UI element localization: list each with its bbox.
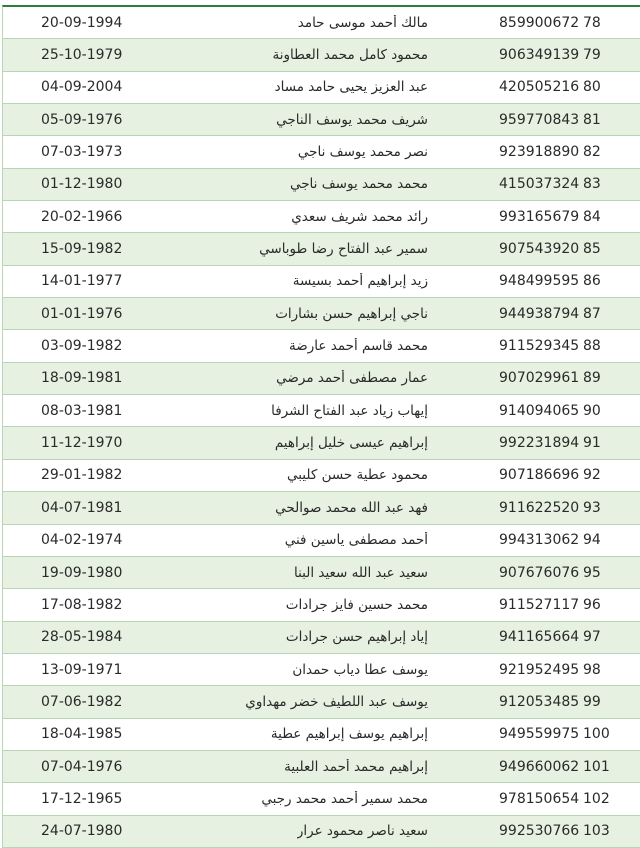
name-cell [178,759,428,775]
row-number-cell: 98 [583,661,601,678]
full-name-text: إياد إبراهيم حسن جرادات [285,629,428,646]
id-number-cell: 912053485 [499,693,580,710]
full-name-text: شريف محمد يوسف الناجي [276,111,428,128]
birth-date-cell: 08-03-1981 [41,402,123,419]
id-number-cell: 948499595 [499,273,580,290]
row-number-cell: 81 [583,111,601,128]
name-cell [178,662,428,678]
name-cell [178,370,428,386]
birth-date-cell: 19-09-1980 [41,564,123,581]
birth-date-cell: 18-04-1985 [41,726,123,743]
full-name-text: رائد محمد شريف سعدي [291,208,428,225]
birth-date-cell: 20-09-1994 [41,14,123,31]
birth-date-cell: 04-09-2004 [41,79,123,96]
row-number-cell: 96 [583,596,601,613]
name-cell [178,209,428,225]
table-row [3,686,640,718]
name-cell [178,15,428,31]
full-name-text: أحمد مصطفى ياسين فني [284,532,428,549]
full-name-text: محمود كامل محمد العطاونة [272,47,428,64]
id-number-cell: 944938794 [499,305,580,322]
row-number-cell: 79 [583,47,601,64]
full-name-text: ناجي إبراهيم حسن بشارات [275,305,428,322]
row-number-cell: 100 [583,726,610,743]
name-cell [178,112,428,128]
row-number-cell: 95 [583,564,601,581]
birth-date-cell: 17-12-1965 [41,790,123,807]
table-row [3,7,640,39]
birth-date-cell: 07-04-1976 [41,758,123,775]
birth-date-cell: 18-09-1981 [41,370,123,387]
id-number-cell: 911529345 [499,338,580,355]
full-name-text: محمد سمير أحمد محمد رجبي [261,790,428,807]
row-number-cell: 86 [583,273,601,290]
table-row [3,557,640,589]
birth-date-cell: 05-09-1976 [41,111,123,128]
id-number-cell: 911622520 [499,499,580,516]
name-cell [178,47,428,63]
name-cell [178,532,428,548]
row-number-cell: 90 [583,402,601,419]
birth-date-cell: 07-03-1973 [41,144,123,161]
table-row [3,104,640,136]
id-number-cell: 907029961 [499,370,580,387]
name-cell [178,176,428,192]
row-number-cell: 85 [583,241,601,258]
name-cell [178,791,428,807]
id-number-cell: 993165679 [499,208,580,225]
id-number-cell: 994313062 [499,532,580,549]
row-number-cell: 97 [583,629,601,646]
row-number-cell: 83 [583,176,601,193]
full-name-text: سعيد ناصر محمود عرار [296,823,428,840]
full-name-text: محمد حسين فايز جرادات [285,596,428,613]
id-number-cell: 907543920 [499,241,580,258]
id-number-cell: 923918890 [499,144,580,161]
full-name-text: عمار مصطفى أحمد مرضي [276,370,428,387]
table-row [3,719,640,751]
birth-date-cell: 01-12-1980 [41,176,123,193]
table-row [3,298,640,330]
table-row [3,589,640,621]
table-row [3,622,640,654]
name-cell [178,726,428,742]
name-cell [178,500,428,516]
table-row [3,654,640,686]
table-row [3,816,640,848]
id-number-cell: 992530766 [499,823,580,840]
full-name-text: محمد قاسم أحمد عارضة [289,338,428,355]
name-cell [178,338,428,354]
birth-date-cell: 04-02-1974 [41,532,123,549]
table-row [3,201,640,233]
birth-date-cell: 03-09-1982 [41,338,123,355]
id-number-cell: 420505216 [499,79,580,96]
row-number-cell: 102 [583,790,610,807]
id-number-cell: 921952495 [499,661,580,678]
table-row [3,460,640,492]
id-number-cell: 415037324 [499,176,580,193]
birth-date-cell: 01-01-1976 [41,305,123,322]
table-row [3,427,640,459]
id-number-cell: 959770843 [499,111,580,128]
row-number-cell: 80 [583,79,601,96]
id-number-cell: 911527117 [499,596,580,613]
id-number-cell: 907676076 [499,564,580,581]
birth-date-cell: 13-09-1971 [41,661,123,678]
row-number-cell: 92 [583,467,601,484]
table-row [3,39,640,71]
row-number-cell: 99 [583,693,601,710]
row-number-cell: 87 [583,305,601,322]
id-number-cell: 906349139 [499,47,580,64]
birth-date-cell: 07-06-1982 [41,693,123,710]
full-name-text: محمد محمد يوسف ناجي [289,176,428,193]
name-cell [178,273,428,289]
table-row [3,492,640,524]
full-name-text: مالك أحمد موسى حامد [297,14,428,31]
table-row [3,525,640,557]
table-row [3,751,640,783]
id-number-cell: 941165664 [499,629,580,646]
birth-date-cell: 11-12-1970 [41,435,123,452]
full-name-text: إبراهيم محمد أحمد العلبية [284,758,428,775]
id-number-cell: 949559975 [499,726,580,743]
full-name-text: إبراهيم عيسى خليل إبراهيم [274,435,428,452]
table-row [3,266,640,298]
full-name-text: يوسف عطا دياب حمدان [292,661,428,678]
row-number-cell: 94 [583,532,601,549]
full-name-text: إبراهيم يوسف إبراهيم عطية [270,726,428,743]
id-number-cell: 907186696 [499,467,580,484]
full-name-text: سمير عبد الفتاح رضا طوباسي [259,241,428,258]
name-cell [178,144,428,160]
row-number-cell: 103 [583,823,610,840]
full-name-text: سعيد عبد الله سعيد البنا [293,564,428,581]
id-number-cell: 949660062 [499,758,580,775]
full-name-text: يوسف عبد اللطيف خضر مهداوي [245,693,428,710]
name-cell [178,79,428,95]
row-number-cell: 78 [583,14,601,31]
name-cell [178,597,428,613]
id-number-cell: 914094065 [499,402,580,419]
table-row [3,72,640,104]
full-name-text: نصر محمد يوسف ناجي [297,144,428,161]
table-row [3,363,640,395]
name-cell [178,241,428,257]
id-number-cell: 978150654 [499,790,580,807]
full-name-text: زيد إبراهيم أحمد بسيسة [292,273,428,290]
full-name-text: محمود عطية حسن كليبي [286,467,428,484]
name-cell [178,467,428,483]
table-row [3,233,640,265]
row-number-cell: 91 [583,435,601,452]
row-number-cell: 84 [583,208,601,225]
records-table [2,5,640,848]
row-number-cell: 89 [583,370,601,387]
full-name-text: عبد العزيز يحيى حامد مساد [274,79,428,96]
name-cell [178,403,428,419]
name-cell [178,823,428,839]
full-name-text: فهد عبد الله محمد صوالحي [275,499,428,516]
row-number-cell: 82 [583,144,601,161]
full-name-text: إيهاب زياد عبد الفتاح الشرفا [271,402,428,419]
name-cell [178,565,428,581]
name-cell [178,306,428,322]
row-number-cell: 93 [583,499,601,516]
table-row [3,783,640,815]
birth-date-cell: 20-02-1966 [41,208,123,225]
birth-date-cell: 25-10-1979 [41,47,123,64]
id-number-cell: 992231894 [499,435,580,452]
birth-date-cell: 24-07-1980 [41,823,123,840]
table-row [3,169,640,201]
birth-date-cell: 29-01-1982 [41,467,123,484]
row-number-cell: 101 [583,758,610,775]
birth-date-cell: 15-09-1982 [41,241,123,258]
birth-date-cell: 17-08-1982 [41,596,123,613]
birth-date-cell: 28-05-1984 [41,629,123,646]
table-row [3,330,640,362]
row-number-cell: 88 [583,338,601,355]
table-row [3,136,640,168]
name-cell [178,694,428,710]
name-cell [178,629,428,645]
id-number-cell: 859900672 [499,14,580,31]
birth-date-cell: 14-01-1977 [41,273,123,290]
name-cell [178,435,428,451]
birth-date-cell: 04-07-1981 [41,499,123,516]
table-row [3,395,640,427]
